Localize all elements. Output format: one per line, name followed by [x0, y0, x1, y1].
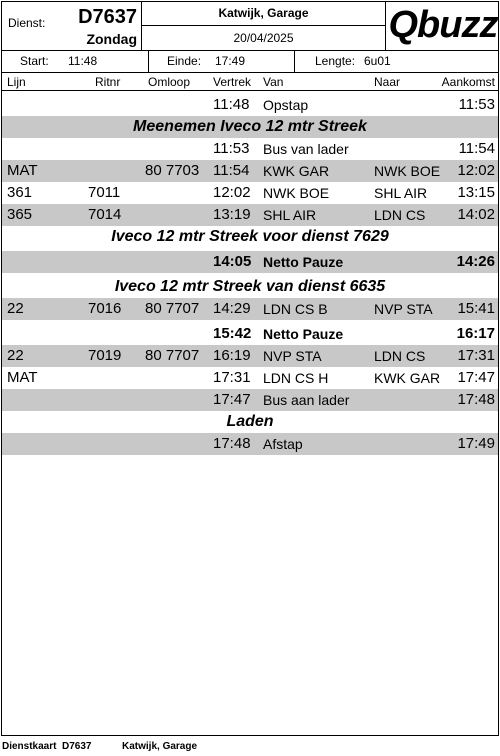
aankomst-cell: 11:53	[458, 96, 495, 113]
vertrek-cell: 16:19	[213, 347, 251, 364]
lijn-cell: 22	[7, 347, 24, 364]
van-cell: SHL AIR	[263, 207, 317, 223]
naar-cell: KWK GAR	[374, 370, 441, 386]
aankomst-cell: 12:02	[457, 162, 495, 179]
dienst-label: Dienst:	[8, 16, 46, 30]
section-title: Iveco 12 mtr Streek voor dienst 7629	[2, 226, 498, 248]
aankomst-cell: 13:15	[457, 184, 495, 201]
van-cell: Bus van lader	[263, 141, 349, 157]
einde-label: Einde:	[167, 54, 202, 68]
lijn-cell: 22	[7, 300, 24, 317]
table-row	[2, 433, 498, 455]
aankomst-cell: 17:47	[457, 369, 495, 386]
naar-cell: LDN CS	[374, 207, 426, 223]
location-date-block	[142, 2, 386, 50]
van-cell: LDN CS H	[263, 370, 329, 386]
vertrek-cell: 11:48	[213, 96, 250, 113]
van-cell: Bus aan lader	[263, 392, 350, 408]
lengte-cell	[295, 51, 498, 72]
einde-value: 17:49	[215, 54, 246, 68]
van-cell: NWK BOE	[263, 185, 330, 201]
col-vertrek: Vertrek	[213, 75, 252, 89]
van-cell: Afstap	[263, 436, 303, 452]
col-lijn: Lijn	[7, 75, 26, 89]
column-header	[2, 73, 498, 91]
aankomst-cell: 11:54	[458, 140, 495, 157]
van-cell: Netto Pauze	[263, 254, 344, 270]
section-title: Iveco 12 mtr Streek van dienst 6635	[2, 276, 498, 298]
naar-cell: NWK BOE	[374, 163, 441, 179]
vertrek-cell: 17:31	[213, 369, 251, 386]
col-omloop: Omloop	[148, 75, 191, 89]
lijn-cell: 361	[7, 184, 33, 201]
vertrek-cell: 13:19	[213, 206, 251, 223]
start-cell	[2, 51, 149, 72]
section-title: Laden	[2, 411, 498, 433]
col-naar: Naar	[374, 75, 401, 89]
table-row	[2, 345, 498, 367]
location: Katwijk, Garage	[142, 2, 385, 26]
dienst-block	[2, 2, 142, 50]
van-cell: Opstap	[263, 97, 309, 113]
aankomst-cell: 17:49	[457, 435, 495, 452]
vertrek-cell: 12:02	[213, 184, 251, 201]
van-cell: KWK GAR	[263, 163, 330, 179]
aankomst-cell: 17:48	[457, 391, 495, 408]
aankomst-cell: 15:41	[457, 300, 495, 317]
footer-location: Katwijk, Garage	[122, 741, 198, 752]
ritnr-cell: 7014	[88, 206, 122, 223]
omloop-cell: 80 7707	[145, 300, 200, 317]
vertrek-cell: 11:53	[213, 140, 250, 157]
date: 20/04/2025	[233, 31, 294, 45]
vertrek-cell: 11:54	[213, 162, 250, 179]
van-cell: Netto Pauze	[263, 326, 344, 342]
dienst-number: D7637	[78, 6, 137, 28]
table-row	[2, 182, 498, 204]
col-ritnr: Ritnr	[95, 75, 121, 89]
vertrek-cell: 17:47	[213, 391, 251, 408]
lengte-value: 6u01	[364, 54, 391, 68]
table-row	[2, 160, 498, 182]
aankomst-cell: 16:17	[456, 325, 495, 342]
aankomst-cell: 17:31	[457, 347, 495, 364]
start-value: 11:48	[68, 54, 98, 68]
naar-cell: LDN CS	[374, 348, 426, 364]
aankomst-cell: 14:26	[456, 253, 495, 270]
pause-row	[2, 323, 498, 345]
naar-cell: SHL AIR	[374, 185, 428, 201]
footer-dienst: D7637	[62, 741, 92, 752]
qbuzz-logo: Qbuzz	[388, 4, 498, 46]
trip-rows	[2, 94, 498, 455]
omloop-cell: 80 7703	[145, 162, 200, 179]
van-cell: NVP STA	[263, 348, 322, 364]
omloop-cell: 80 7707	[145, 347, 200, 364]
aankomst-cell: 14:02	[457, 206, 495, 223]
lengte-label: Lengte:	[315, 54, 356, 68]
table-row	[2, 204, 498, 226]
table-row	[2, 94, 498, 116]
van-cell: LDN CS B	[263, 301, 328, 317]
lijn-cell: MAT	[7, 369, 38, 386]
ritnr-cell: 7016	[88, 300, 122, 317]
lijn-cell: 365	[7, 206, 33, 223]
vertrek-cell: 14:05	[213, 253, 252, 270]
start-label: Start:	[20, 54, 49, 68]
duty-card	[1, 1, 499, 736]
table-row	[2, 298, 498, 320]
ritnr-cell: 7011	[88, 184, 121, 201]
vertrek-cell: 17:48	[213, 435, 251, 452]
day-label: Zondag	[86, 31, 137, 47]
table-row	[2, 389, 498, 411]
header-top	[2, 2, 498, 51]
einde-cell	[149, 51, 295, 72]
vertrek-cell: 14:29	[213, 300, 251, 317]
table-row	[2, 138, 498, 160]
table-row	[2, 367, 498, 389]
pause-row	[2, 251, 498, 273]
section-title: Meenemen Iveco 12 mtr Streek	[2, 116, 498, 138]
times-row	[2, 51, 498, 73]
lijn-cell: MAT	[7, 162, 38, 179]
ritnr-cell: 7019	[88, 347, 122, 364]
vertrek-cell: 15:42	[213, 325, 252, 342]
col-van: Van	[263, 75, 284, 89]
footer-label: Dienstkaart	[2, 741, 57, 752]
col-aankomst: Aankomst	[441, 75, 495, 89]
naar-cell: NVP STA	[374, 301, 433, 317]
